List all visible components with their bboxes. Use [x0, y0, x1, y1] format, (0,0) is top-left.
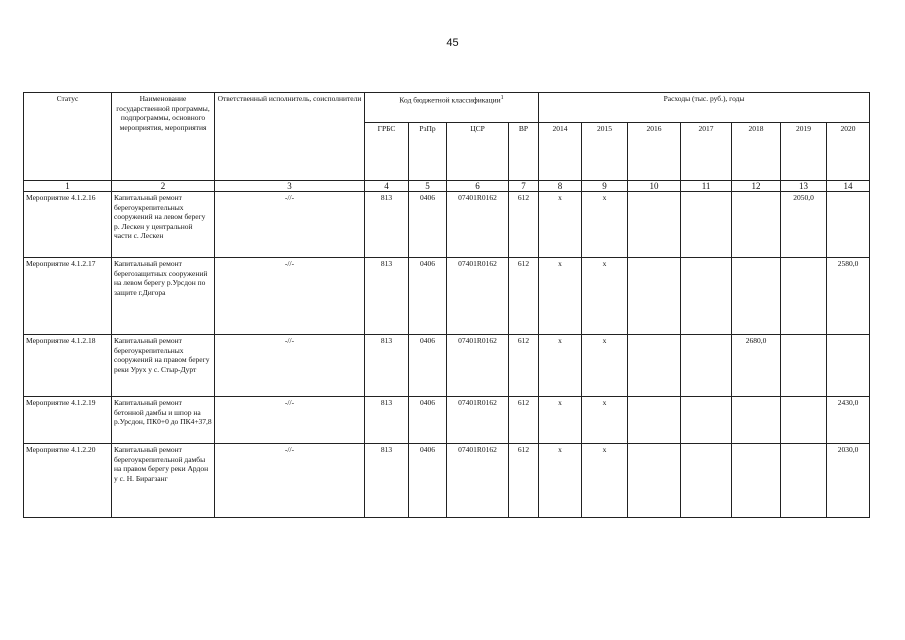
row-vr: 612	[509, 258, 539, 335]
column-number: 11	[681, 181, 732, 192]
header-vr: ВР	[509, 123, 539, 181]
row-2014: х	[539, 444, 582, 518]
column-number: 3	[215, 181, 365, 192]
table-row	[24, 335, 870, 397]
row-2020: 2030,0	[827, 444, 870, 518]
column-number: 4	[365, 181, 409, 192]
row-csr: 07401R0162	[447, 192, 509, 258]
row-2020: 2430,0	[827, 397, 870, 444]
column-number: 13	[781, 181, 827, 192]
row-2020: 2580,0	[827, 258, 870, 335]
row-2014: х	[539, 258, 582, 335]
row-grbs: 813	[365, 258, 409, 335]
row-2015: х	[582, 444, 628, 518]
header-rzpr: РзПр	[409, 123, 447, 181]
column-number: 10	[628, 181, 681, 192]
header-csr: ЦСР	[447, 123, 509, 181]
row-responsible: -//-	[215, 397, 365, 444]
row-2018	[732, 444, 781, 518]
page-number: 45	[446, 37, 459, 49]
row-2019	[781, 258, 827, 335]
row-name: Капитальный ремонт берегоукрепительных сооружений на левом берегу р. Лескен у центральной части с. Лескен	[112, 192, 215, 258]
row-2020	[827, 335, 870, 397]
row-2015: х	[582, 192, 628, 258]
row-2014: х	[539, 397, 582, 444]
row-grbs: 813	[365, 444, 409, 518]
row-2018	[732, 397, 781, 444]
table-row	[24, 192, 870, 258]
row-csr: 07401R0162	[447, 335, 509, 397]
table-row	[24, 258, 870, 335]
header-budget-code-text: Код бюджетной классификации	[399, 95, 501, 105]
row-2017	[681, 335, 732, 397]
row-2019	[781, 335, 827, 397]
row-2018: 2680,0	[732, 335, 781, 397]
row-vr: 612	[509, 397, 539, 444]
table-row	[24, 397, 870, 444]
row-2017	[681, 397, 732, 444]
header-name: Наименование государственной программы, подпрограммы, основного мероприятия, мероприятия	[112, 93, 215, 181]
column-number: 1	[24, 181, 112, 192]
row-name: Капитальный ремонт берегоукрепительной дамбы на правом берегу реки Ардон у с. Н. Бирагзанг	[112, 444, 215, 518]
header-grbs: ГРБС	[365, 123, 409, 181]
row-grbs: 813	[365, 397, 409, 444]
header-year-2018: 2018	[732, 123, 781, 181]
row-2016	[628, 397, 681, 444]
row-vr: 612	[509, 192, 539, 258]
row-2015: х	[582, 258, 628, 335]
row-grbs: 813	[365, 335, 409, 397]
row-rzpr: 0406	[409, 444, 447, 518]
row-csr: 07401R0162	[447, 397, 509, 444]
header-budget-code	[365, 93, 539, 123]
row-status: Мероприятие 4.1.2.18	[24, 335, 112, 397]
budget-table	[23, 92, 870, 518]
column-number: 7	[509, 181, 539, 192]
column-number: 14	[827, 181, 870, 192]
row-2017	[681, 192, 732, 258]
row-csr: 07401R0162	[447, 258, 509, 335]
row-rzpr: 0406	[409, 335, 447, 397]
row-responsible: -//-	[215, 335, 365, 397]
row-2018	[732, 192, 781, 258]
row-2019	[781, 444, 827, 518]
row-grbs: 813	[365, 192, 409, 258]
table-row	[24, 444, 870, 518]
header-responsible: Ответственный исполнитель, соисполнители	[215, 93, 365, 181]
row-2016	[628, 192, 681, 258]
header-year-2016: 2016	[628, 123, 681, 181]
row-name: Капитальный ремонт берегоукрепительных сооружений на правом берегу реки Урух у с. Стыр-Дурт	[112, 335, 215, 397]
row-2016	[628, 335, 681, 397]
row-2017	[681, 258, 732, 335]
table-header	[24, 93, 870, 181]
header-year-2019: 2019	[781, 123, 827, 181]
row-rzpr: 0406	[409, 192, 447, 258]
row-2019	[781, 397, 827, 444]
header-year-2017: 2017	[681, 123, 732, 181]
row-status: Мероприятие 4.1.2.20	[24, 444, 112, 518]
row-responsible: -//-	[215, 258, 365, 335]
header-year-2020: 2020	[827, 123, 870, 181]
row-name: Капитальный ремонт бетонной дамбы и шпор на р.Урсдон, ПК0+0 до ПК4+37,8	[112, 397, 215, 444]
column-number: 2	[112, 181, 215, 192]
row-vr: 612	[509, 335, 539, 397]
column-number-row	[24, 181, 870, 192]
row-csr: 07401R0162	[447, 444, 509, 518]
row-status: Мероприятие 4.1.2.16	[24, 192, 112, 258]
row-2016	[628, 258, 681, 335]
row-2018	[732, 258, 781, 335]
header-budget-code-footnote: 1	[500, 95, 504, 101]
row-2014: х	[539, 192, 582, 258]
row-name: Капитальный ремонт берегозащитных сооружений на левом берегу р.Урсдон по защите г.Дигора	[112, 258, 215, 335]
row-2015: х	[582, 335, 628, 397]
header-year-2015: 2015	[582, 123, 628, 181]
column-number: 5	[409, 181, 447, 192]
row-2015: х	[582, 397, 628, 444]
row-2014: х	[539, 335, 582, 397]
row-2019: 2050,0	[781, 192, 827, 258]
row-vr: 612	[509, 444, 539, 518]
column-number: 12	[732, 181, 781, 192]
column-number: 6	[447, 181, 509, 192]
row-responsible: -//-	[215, 192, 365, 258]
row-2020	[827, 192, 870, 258]
header-year-2014: 2014	[539, 123, 582, 181]
header-status: Статус	[24, 93, 112, 181]
row-2017	[681, 444, 732, 518]
row-responsible: -//-	[215, 444, 365, 518]
column-number: 8	[539, 181, 582, 192]
row-status: Мероприятие 4.1.2.17	[24, 258, 112, 335]
row-rzpr: 0406	[409, 397, 447, 444]
row-status: Мероприятие 4.1.2.19	[24, 397, 112, 444]
header-expenses: Расходы (тыс. руб.), годы	[539, 93, 870, 123]
column-number: 9	[582, 181, 628, 192]
row-rzpr: 0406	[409, 258, 447, 335]
row-2016	[628, 444, 681, 518]
